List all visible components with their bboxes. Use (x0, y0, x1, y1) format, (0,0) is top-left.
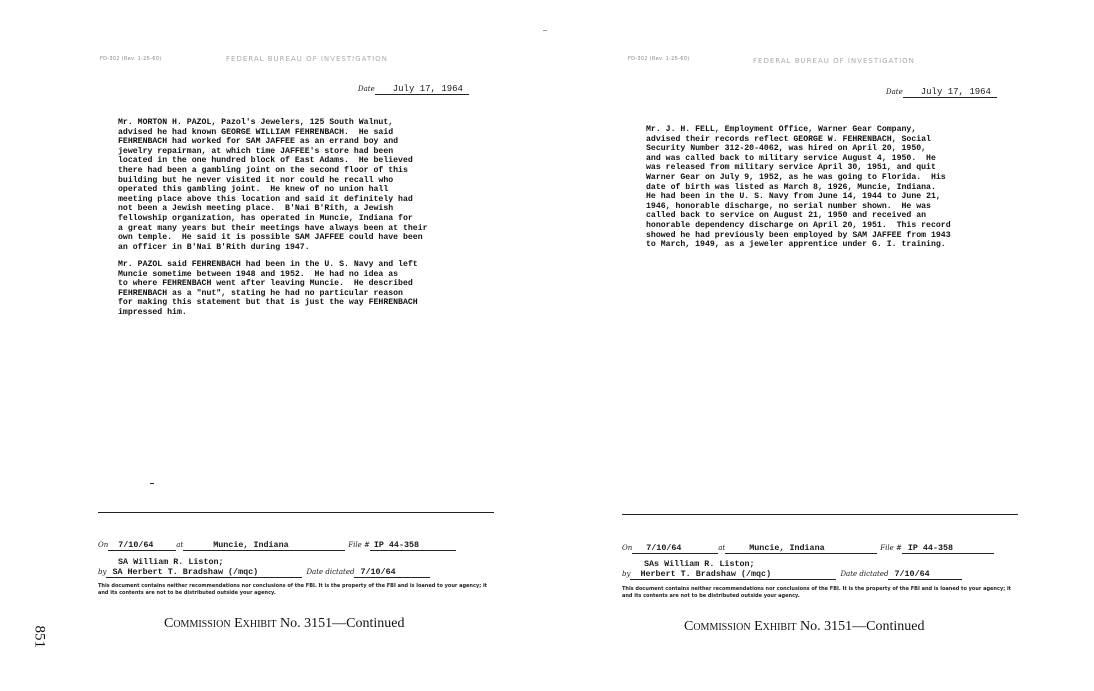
agent-names: SA Herbert T. Bradshaw (/mqc) (106, 567, 302, 578)
page-number: 851 (31, 625, 48, 648)
report-date-row (358, 84, 469, 95)
left-document-page (0, 0, 545, 691)
footer-rule (622, 514, 1018, 515)
date-label: Date (886, 88, 903, 96)
on-label: On (622, 544, 633, 552)
interview-date: 7/10/64 (108, 540, 176, 551)
agent-names: Herbert T. Bradshaw (/mqc) (630, 569, 836, 580)
exhibit-prefix: Commission Exhibit (684, 619, 797, 634)
by-label: by (98, 568, 107, 576)
by-label: by (622, 570, 631, 578)
footer-rule (98, 512, 494, 513)
report-date: July 17, 1964 (903, 87, 997, 98)
interview-paragraph-1: Mr. MORTON H. PAZOL, Pazol's Jewelers, 125 South Walnut, advised he had known GEORGE WILLIAM FEHRENBACH. He said FEHRENBACH had worked for SAM JAFFEE as an errand boy and jewelry repairman, at which time JAFFEE's store had been located in the one hundred block of East Adams. He believed there had been a gambling joint on the second floor of this building but he never visited it nor could he recall who operated this gambling joint. He knew of no union hall meeting place above this location and said it definitely had not been a Jewish meeting place. B'Nai B'Rith, a Jewish fellowship organization, has operated in Muncie, Indiana for a great many years but their meetings have always been at their own temple. He said it is possible SAM JAFFEE could have been an officer in B'Nai B'Rith during 1947. (118, 118, 428, 252)
exhibit-suffix: No. 3151—Continued (800, 619, 925, 634)
dictated-label: Date dictated (306, 568, 355, 576)
agency-header: FEDERAL BUREAU OF INVESTIGATION (226, 55, 388, 63)
date-label: Date (358, 85, 375, 93)
exhibit-caption (164, 616, 404, 632)
interview-paragraph-2: Mr. PAZOL said FEHRENBACH had been in the U. S. Navy and left Muncie sometime between 1948 and 1952. He had no idea as to where FEHRENBACH went after leaving Muncie. He described FEHRENBACH as a "nut", stating he had no particular reason for making this statement but that is just the way FEHRENBACH impressed him. (118, 260, 418, 317)
agency-header: FEDERAL BUREAU OF INVESTIGATION (753, 57, 915, 65)
scan-speck (150, 483, 154, 484)
agent-line-2-row (622, 569, 962, 580)
at-label: at (176, 541, 184, 549)
file-label: File # (880, 544, 902, 552)
interview-details-row (622, 543, 994, 554)
at-label: at (718, 544, 726, 552)
agent-line-1: SA William R. Liston; (118, 557, 224, 567)
file-label: File # (348, 541, 370, 549)
interview-date: 7/10/64 (632, 543, 718, 554)
exhibit-prefix: Commission Exhibit (164, 616, 277, 631)
fbi-disclaimer: This document contains neither recommendations nor conclusions of the FBI. It is the property of the FBI and is loaned to your agency; it and its contents are not to be distributed outside your agency. (622, 586, 1012, 599)
agent-line-1: SAs William R. Liston; (644, 559, 755, 569)
agent-line-2-row (98, 567, 430, 578)
dictated-date: 7/10/64 (888, 569, 962, 580)
right-document-page (548, 0, 1094, 691)
report-date: July 17, 1964 (375, 84, 469, 95)
on-label: On (98, 541, 109, 549)
interview-details-row (98, 540, 456, 551)
interview-paragraph-1: Mr. J. H. FELL, Employment Office, Warner Gear Company, advised their records reflect GEORGE W. FEHRENBACH, Social Security Number 312-20-4062, was hired on April 20, 1950, and was called back to military service August 4, 1950. He was released from military service April 30, 1951, and quit Warner Gear on July 9, 1952, as he was going to Florida. His date of birth was listed as March 8, 1926, Muncie, Indiana. He had been in the U. S. Navy from June 14, 1944 to June 21, 1946, honorable discharge, no serial number shown. He was called back to service on August 21, 1950 and received an honorable dependency discharge on April 20, 1951. This record showed he had previously been employed by SAM JAFFEE from 1943 to March, 1949, as a jeweler apprentice under G. I. training. (646, 125, 951, 250)
file-number: IP 44-358 (370, 540, 456, 551)
interview-location: Muncie, Indiana (183, 540, 345, 551)
dictated-date: 7/10/64 (354, 567, 430, 578)
exhibit-caption (684, 619, 924, 635)
interview-location: Muncie, Indiana (725, 543, 877, 554)
exhibit-suffix: No. 3151—Continued (280, 616, 405, 631)
form-number: FD-302 (Rev. 1-25-60) (100, 56, 162, 62)
report-date-row (886, 87, 997, 98)
fbi-disclaimer: This document contains neither recommendations nor conclusions of the FBI. It is the property of the FBI and is loaned to your agency; it and its contents are not to be distributed outside your agency. (98, 583, 488, 596)
dictated-label: Date dictated (840, 570, 889, 578)
form-number: FD-302 (Rev. 1-25-60) (628, 56, 690, 62)
file-number: IP 44-358 (902, 543, 994, 554)
